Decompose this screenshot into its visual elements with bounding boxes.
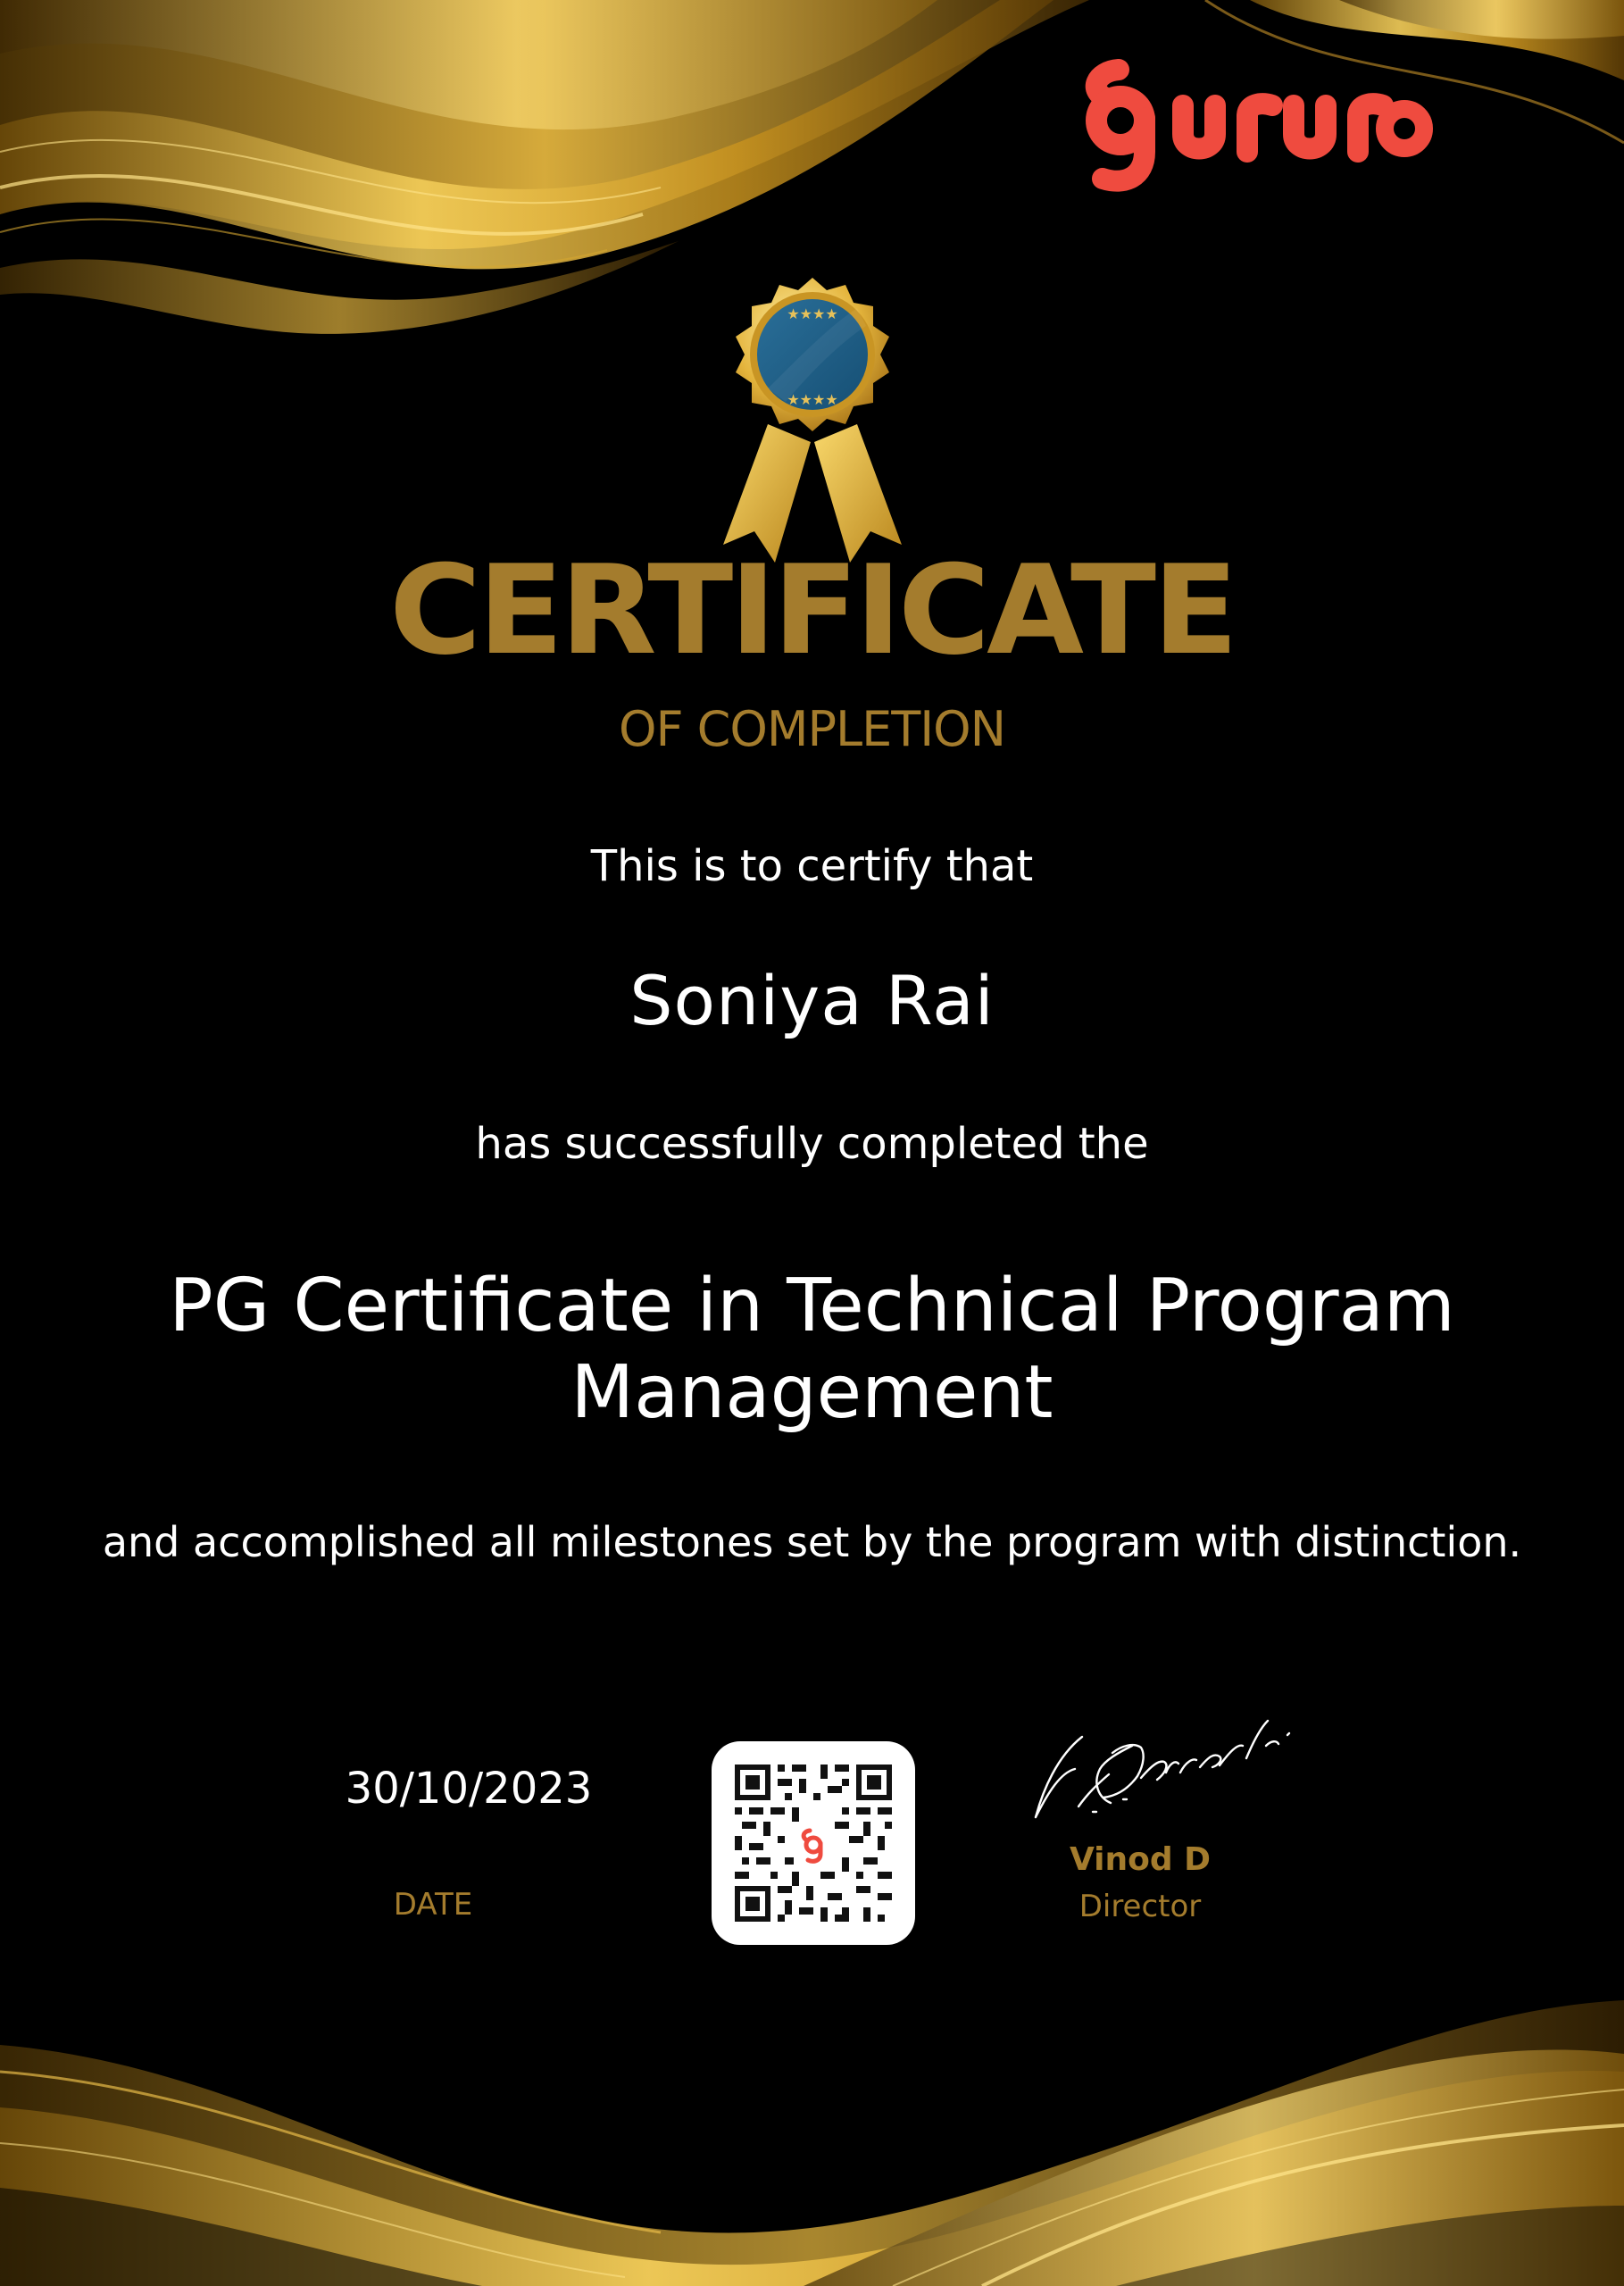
certificate-title: CERTIFICATE — [388, 538, 1236, 682]
brand-logo — [1076, 54, 1433, 196]
certify-text: This is to certify that — [590, 841, 1034, 891]
svg-text:★★★★: ★★★★ — [787, 391, 838, 408]
recipient-name: Soniya Rai — [629, 961, 995, 1040]
brand-logo-text — [1076, 54, 1433, 196]
completed-text: has successfully completed the — [475, 1119, 1149, 1169]
qr-code-icon — [735, 1765, 892, 1922]
date-label: DATE — [393, 1887, 473, 1923]
svg-text:★★★★: ★★★★ — [787, 305, 838, 322]
signer-name: Vinod D — [1069, 1841, 1212, 1878]
signer-role: Director — [1079, 1889, 1202, 1924]
award-medal-icon — [705, 272, 920, 567]
date-value: 30/10/2023 — [345, 1764, 593, 1814]
program-name: PG Certificate in Technical Program Management — [169, 1264, 1455, 1435]
director-signature — [1018, 1710, 1321, 1844]
accomplished-text: and accomplished all milestones set by the program with distinction. — [102, 1518, 1522, 1566]
verification-qr-code[interactable] — [712, 1741, 915, 1945]
certificate-subtitle: OF COMPLETION — [618, 701, 1006, 757]
